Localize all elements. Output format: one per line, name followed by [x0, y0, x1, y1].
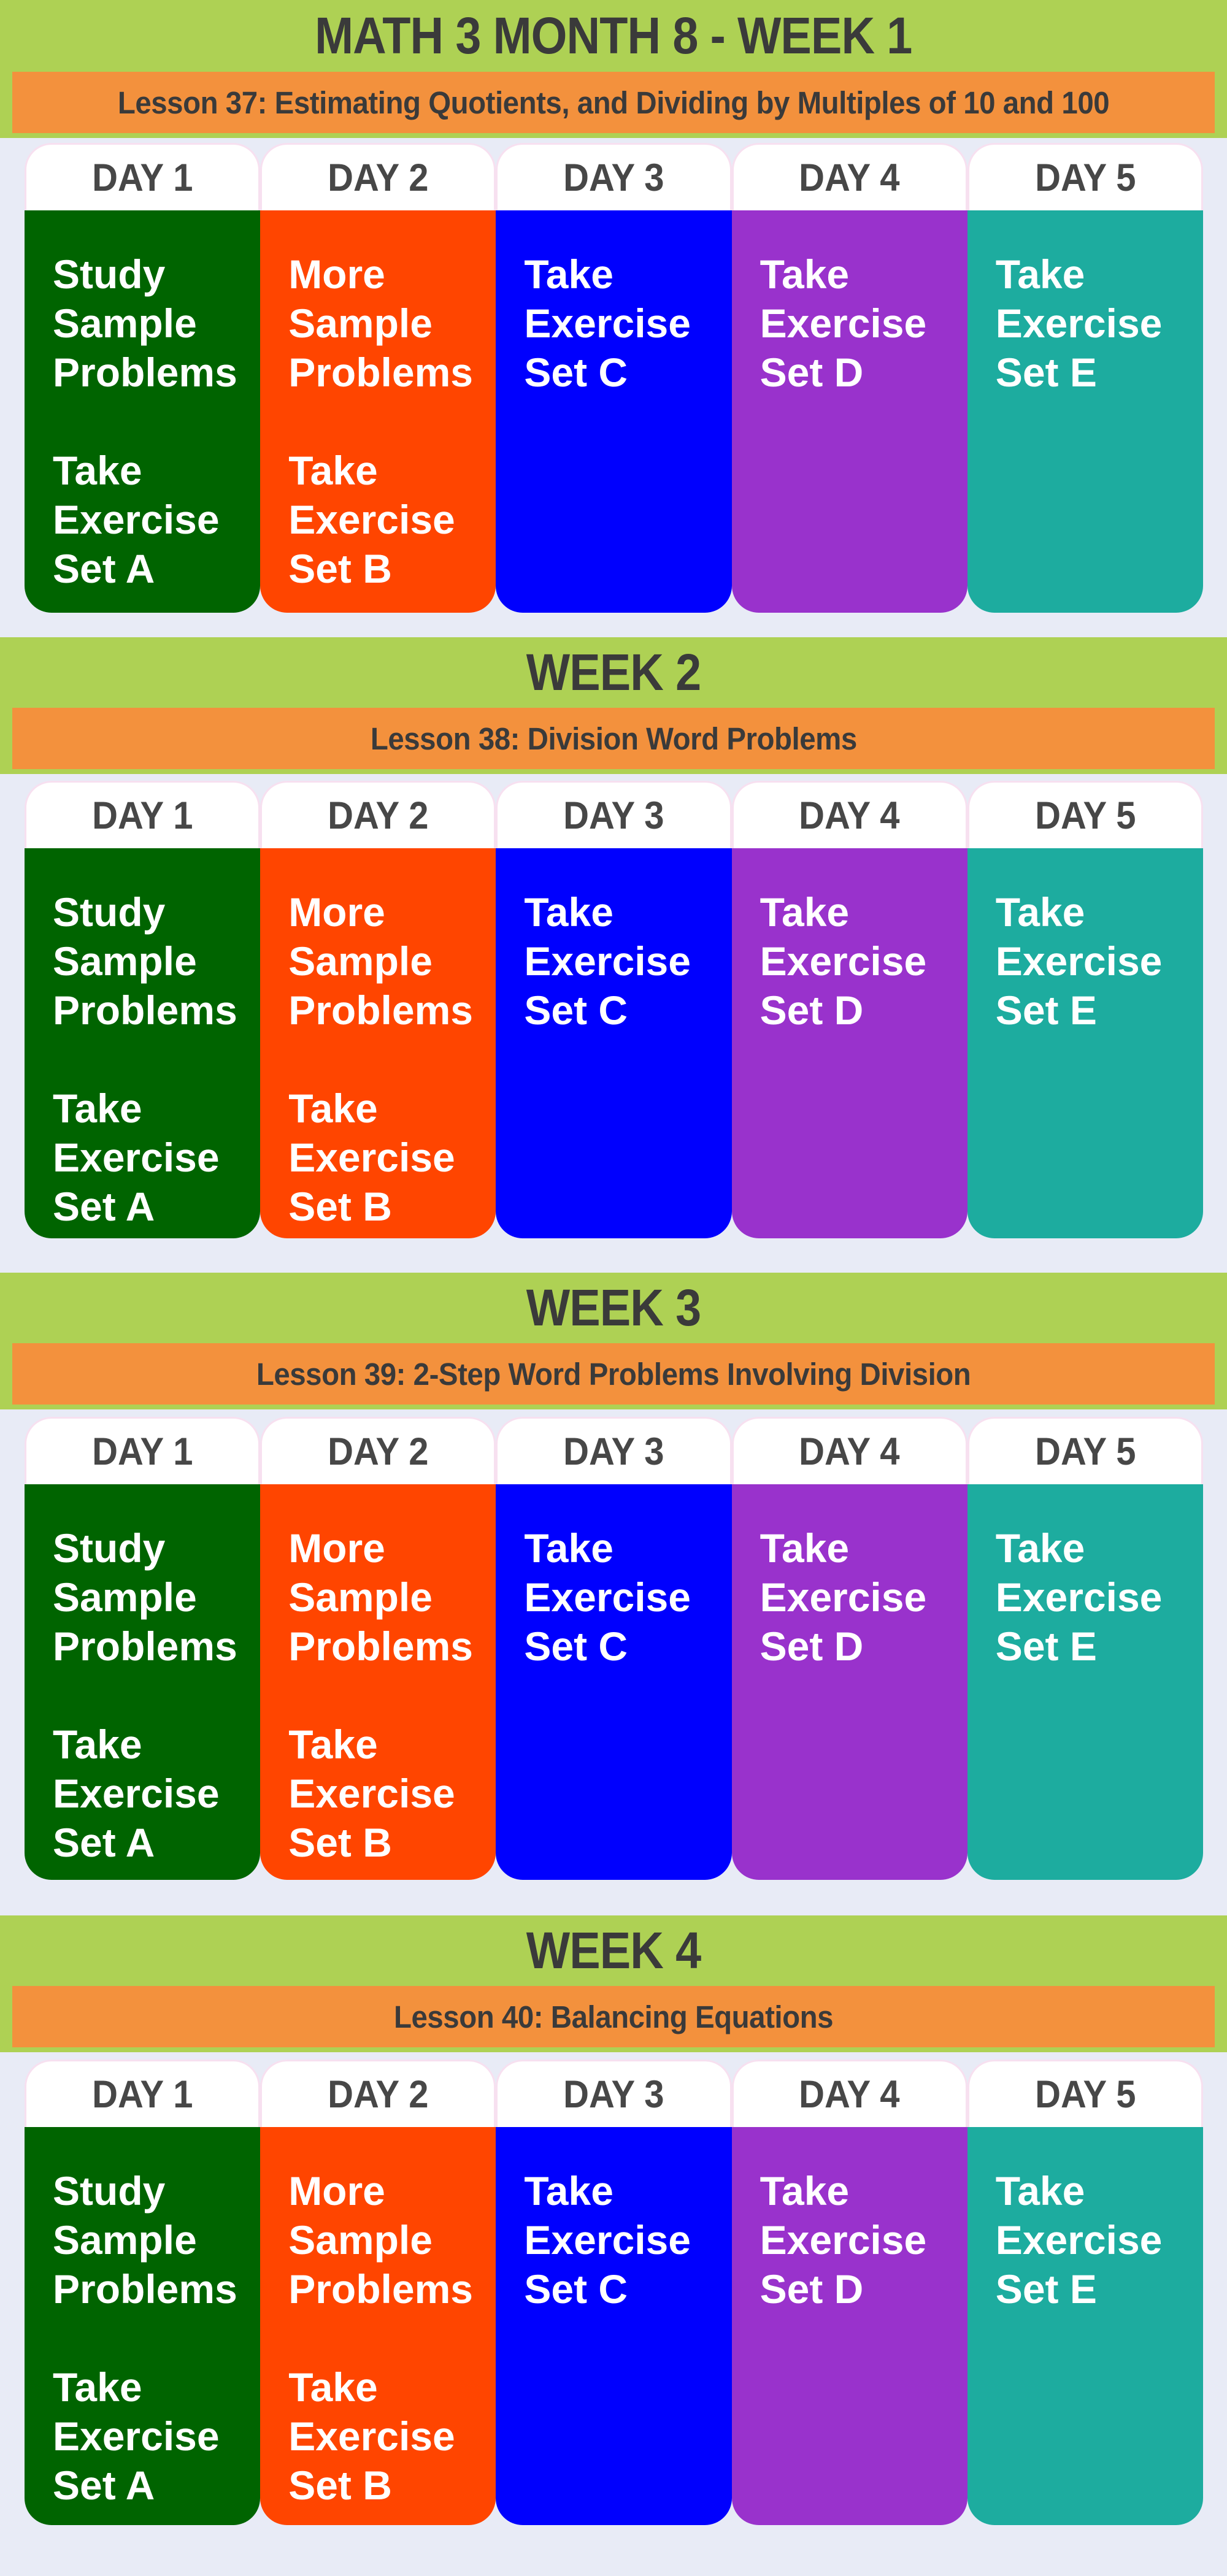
- activity-text: Take Exercise Set A: [53, 2364, 220, 2508]
- day-activities: [260, 848, 496, 1238]
- day-label: DAY 1: [91, 156, 193, 199]
- day-column-3: [496, 1417, 731, 1880]
- days-row: [25, 2060, 1203, 2525]
- week-title-row: [12, 0, 1215, 72]
- day-column-3: [496, 2060, 731, 2525]
- day-activities: [25, 210, 260, 613]
- day-header: [732, 2060, 967, 2127]
- week-title-row: [12, 1915, 1215, 1986]
- activity-text: Take Exercise Set A: [53, 1722, 220, 1865]
- day-header: [260, 2060, 496, 2127]
- day-activities: [260, 1484, 496, 1880]
- week-title-row: [12, 1273, 1215, 1343]
- day-label: DAY 5: [1034, 2072, 1136, 2116]
- day-column-5: [967, 143, 1203, 613]
- day-label: DAY 4: [799, 156, 900, 199]
- week-title: WEEK 3: [526, 1279, 701, 1336]
- day-header: [967, 781, 1203, 848]
- day-activities: [260, 210, 496, 613]
- lesson-bar: [12, 1986, 1215, 2047]
- activity-text: Take Exercise Set D: [760, 2168, 927, 2312]
- activity-text: Take Exercise Set B: [288, 448, 455, 591]
- day-column-1: [25, 1417, 260, 1880]
- lesson-title: Lesson 38: Division Word Problems: [370, 721, 857, 756]
- day-column-5: [967, 1417, 1203, 1880]
- day-activities: [732, 2127, 967, 2525]
- days-row: [25, 1417, 1203, 1880]
- day-activities: [25, 848, 260, 1238]
- day-column-1: [25, 781, 260, 1238]
- day-header: [260, 143, 496, 210]
- activity-text: Study Sample Problems: [53, 251, 237, 395]
- day-column-3: [496, 781, 731, 1238]
- day-activities: [967, 1484, 1203, 1880]
- day-column-2: [260, 143, 496, 613]
- day-header: [732, 143, 967, 210]
- day-label: DAY 4: [799, 2072, 900, 2116]
- week-section-1: [0, 0, 1227, 613]
- day-activities: [496, 2127, 731, 2525]
- activity-text: Take Exercise Set B: [288, 1086, 455, 1229]
- lesson-bar: [12, 72, 1215, 133]
- day-label: DAY 2: [328, 794, 429, 837]
- day-activities: [967, 848, 1203, 1238]
- day-label: DAY 4: [799, 794, 900, 837]
- activity-text: More Sample Problems: [288, 2168, 473, 2312]
- day-activities: [25, 2127, 260, 2525]
- activity-text: Study Sample Problems: [53, 2168, 237, 2312]
- day-label: DAY 5: [1034, 156, 1136, 199]
- day-column-1: [25, 143, 260, 613]
- day-header: [496, 2060, 731, 2127]
- day-column-4: [732, 2060, 967, 2525]
- week-title-row: [12, 637, 1215, 708]
- day-column-2: [260, 1417, 496, 1880]
- activity-text: Take Exercise Set C: [524, 251, 691, 395]
- week-title: MATH 3 MONTH 8 - WEEK 1: [315, 7, 912, 64]
- activity-text: More Sample Problems: [288, 889, 473, 1033]
- week-band: [0, 1273, 1227, 1409]
- activity-text: More Sample Problems: [288, 1525, 473, 1669]
- day-header: [967, 1417, 1203, 1484]
- day-label: DAY 4: [799, 1430, 900, 1473]
- activity-text: Take Exercise Set E: [995, 251, 1163, 395]
- day-column-3: [496, 143, 731, 613]
- activity-text: Take Exercise Set D: [760, 251, 927, 395]
- day-header: [967, 143, 1203, 210]
- week-section-4: [0, 1915, 1227, 2525]
- activity-text: Take Exercise Set C: [524, 1525, 691, 1669]
- activity-text: Take Exercise Set B: [288, 1722, 455, 1865]
- day-label: DAY 5: [1034, 1430, 1136, 1473]
- day-label: DAY 5: [1034, 794, 1136, 837]
- lesson-title: Lesson 37: Estimating Quotients, and Dividing by Multiples of 10 and 100: [117, 85, 1110, 120]
- activity-text: Take Exercise Set C: [524, 2168, 691, 2312]
- activity-text: Take Exercise Set D: [760, 1525, 927, 1669]
- day-label: DAY 1: [91, 1430, 193, 1473]
- day-header: [496, 1417, 731, 1484]
- activity-text: Take Exercise Set D: [760, 889, 927, 1033]
- day-header: [25, 1417, 260, 1484]
- day-activities: [967, 2127, 1203, 2525]
- day-header: [967, 2060, 1203, 2127]
- activity-text: Take Exercise Set E: [995, 2168, 1163, 2312]
- day-activities: [732, 1484, 967, 1880]
- day-column-1: [25, 2060, 260, 2525]
- week-section-2: [0, 637, 1227, 1238]
- day-header: [25, 781, 260, 848]
- day-header: [25, 2060, 260, 2127]
- day-header: [496, 143, 731, 210]
- day-header: [732, 781, 967, 848]
- day-label: DAY 3: [563, 1430, 664, 1473]
- day-activities: [732, 210, 967, 613]
- day-label: DAY 2: [328, 156, 429, 199]
- day-column-5: [967, 2060, 1203, 2525]
- day-label: DAY 2: [328, 2072, 429, 2116]
- activity-text: Take Exercise Set E: [995, 889, 1163, 1033]
- day-column-2: [260, 781, 496, 1238]
- activity-text: More Sample Problems: [288, 251, 473, 395]
- day-activities: [260, 2127, 496, 2525]
- day-activities: [25, 1484, 260, 1880]
- day-header: [496, 781, 731, 848]
- week-section-3: [0, 1273, 1227, 1880]
- week-title: WEEK 2: [526, 643, 701, 701]
- day-activities: [967, 210, 1203, 613]
- day-header: [25, 143, 260, 210]
- day-label: DAY 1: [91, 2072, 193, 2116]
- activity-text: Take Exercise Set B: [288, 2364, 455, 2508]
- day-header: [260, 781, 496, 848]
- activity-text: Take Exercise Set A: [53, 448, 220, 591]
- day-column-2: [260, 2060, 496, 2525]
- lesson-title: Lesson 40: Balancing Equations: [393, 1999, 834, 2034]
- days-row: [25, 143, 1203, 613]
- day-activities: [496, 848, 731, 1238]
- day-column-4: [732, 1417, 967, 1880]
- activity-text: Study Sample Problems: [53, 889, 237, 1033]
- day-header: [732, 1417, 967, 1484]
- week-band: [0, 0, 1227, 138]
- day-label: DAY 3: [563, 156, 664, 199]
- week-title: WEEK 4: [526, 1922, 701, 1979]
- day-column-5: [967, 781, 1203, 1238]
- day-column-4: [732, 143, 967, 613]
- activity-text: Take Exercise Set C: [524, 889, 691, 1033]
- week-band: [0, 1915, 1227, 2052]
- day-activities: [496, 210, 731, 613]
- day-label: DAY 2: [328, 1430, 429, 1473]
- activity-text: Study Sample Problems: [53, 1525, 237, 1669]
- day-header: [260, 1417, 496, 1484]
- lesson-bar: [12, 708, 1215, 769]
- day-activities: [496, 1484, 731, 1880]
- lesson-title: Lesson 39: 2-Step Word Problems Involving Division: [256, 1356, 971, 1392]
- day-label: DAY 1: [91, 794, 193, 837]
- activity-text: Take Exercise Set A: [53, 1086, 220, 1229]
- lesson-bar: [12, 1343, 1215, 1405]
- day-label: DAY 3: [563, 2072, 664, 2116]
- day-activities: [732, 848, 967, 1238]
- day-label: DAY 3: [563, 794, 664, 837]
- days-row: [25, 781, 1203, 1238]
- activity-text: Take Exercise Set E: [995, 1525, 1163, 1669]
- day-column-4: [732, 781, 967, 1238]
- week-band: [0, 637, 1227, 774]
